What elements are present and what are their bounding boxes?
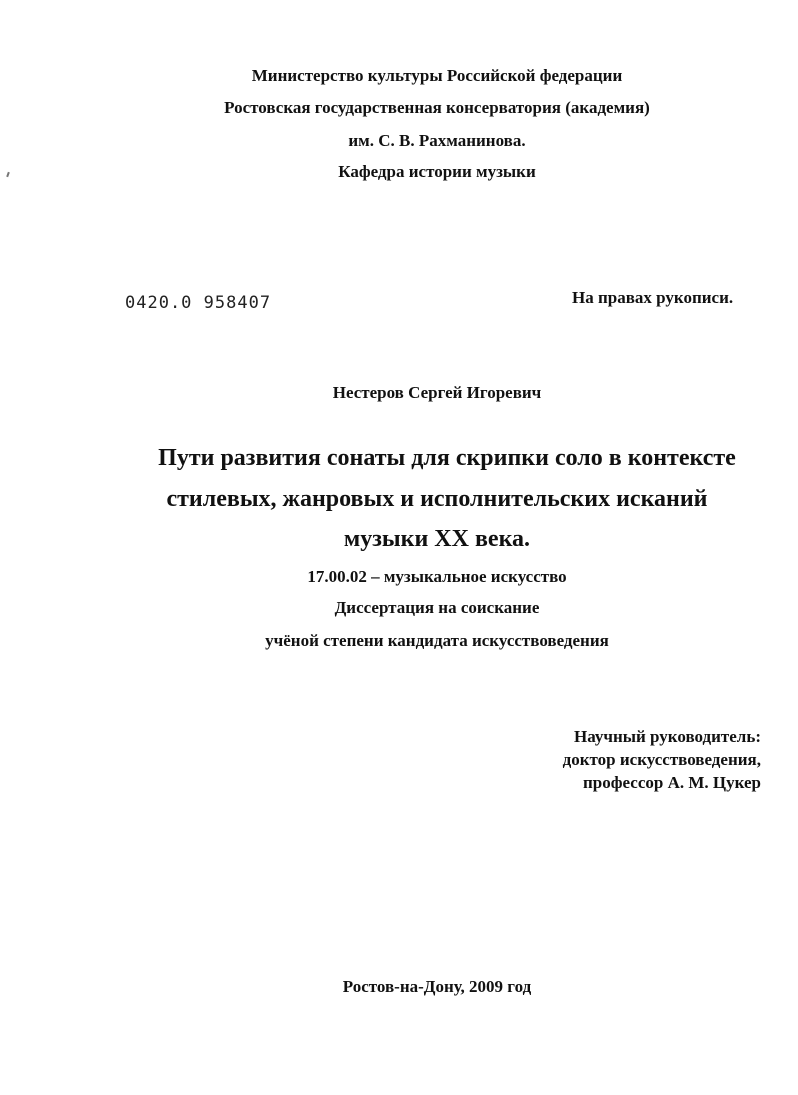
author-name: Нестеров Сергей Игоревич bbox=[332, 383, 542, 402]
dissertation-type-line-2: учёной степени кандидата искусствоведения bbox=[265, 631, 609, 650]
conservatory-heading: Ростовская государственная консерватория (академия) bbox=[224, 98, 650, 117]
ministry-heading: Министерство культуры Российской федерации bbox=[251, 66, 623, 85]
dissertation-type-line-1: Диссертация на соискание bbox=[334, 598, 540, 617]
named-after-heading: им. С. В. Рахманинова. bbox=[348, 131, 526, 150]
department-heading: Кафедра истории музыки bbox=[338, 162, 536, 181]
dissertation-title-line-1: Пути развития сонаты для скрипки соло в контексте bbox=[158, 445, 736, 471]
dissertation-title-line-3: музыки XX века. bbox=[343, 526, 531, 552]
supervisor-label: Научный руководитель: bbox=[574, 727, 761, 746]
scan-mark bbox=[6, 172, 10, 177]
dissertation-title-line-2: стилевых, жанровых и исполнительских исканий bbox=[166, 486, 708, 512]
rights-note: На правах рукописи. bbox=[572, 288, 734, 307]
supervisor-block bbox=[563, 725, 761, 794]
archive-number: 0420.0 958407 bbox=[125, 293, 272, 313]
supervisor-degree: доктор искусствоведения, bbox=[562, 750, 761, 769]
place-and-year: Ростов-на-Дону, 2009 год bbox=[342, 977, 532, 996]
supervisor-name: профессор А. М. Цукер bbox=[583, 773, 761, 792]
specialty-code: 17.00.02 – музыкальное искусство bbox=[307, 567, 567, 586]
